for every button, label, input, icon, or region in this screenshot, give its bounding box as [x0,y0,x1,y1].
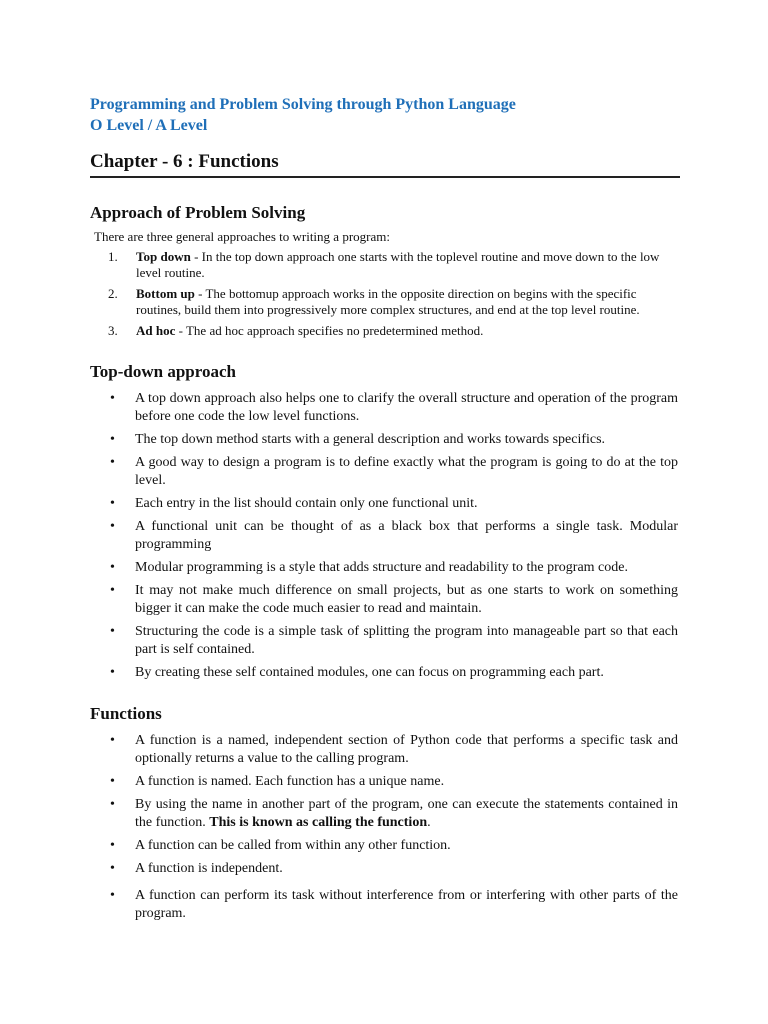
bullet-icon: • [110,455,115,470]
functions-heading: Functions [90,704,162,723]
approach-heading: Approach of Problem Solving [90,203,306,222]
list-item: • A function is a named, independent section of Python code that performs a specific task and optionally returns a value to the calling program. [110,733,678,766]
item-number: 1. [108,249,118,264]
list-item: • Modular programming is a style that adds structure and readability to the program code. [110,560,628,575]
item-number: 3. [108,323,118,338]
list-item: 2. Bottom up - The bottomup approach works in the opposite direction on begins with the specific routines, build them into progressively more complex structures, and end at the top level routine. [108,286,640,317]
bullet-icon: • [110,432,115,447]
bullet-icon: • [110,665,115,680]
emphasis-text: This is known as calling the function [209,815,428,830]
bullet-icon: • [110,733,115,748]
topdown-heading: Top-down approach [90,362,236,381]
item-term: Top down [136,249,191,264]
list-item: 3. Ad hoc - The ad hoc approach specifies no predetermined method. [108,323,484,338]
bullet-icon: • [110,496,115,511]
list-item: • By creating these self contained modules, one can focus on programming each part. [110,665,604,680]
bullet-icon: • [110,838,115,853]
document-header [90,94,516,136]
bullet-icon: • [110,391,115,406]
item-text: The bottomup approach works in the opposite direction on begins with the specific routines, build them into progressively more complex structures, and end at the top level routine. [136,286,640,317]
list-item: • Each entry in the list should contain only one functional unit. [110,496,478,511]
list-item: • A function is independent. [110,861,283,876]
bullet-icon: • [110,519,115,534]
approach-intro: There are three general approaches to writing a program: [94,229,390,244]
list-item: • A good way to design a program is to define exactly what the program is going to do at the top level. [110,455,678,488]
functions-list [110,732,678,928]
bullet-icon: • [110,624,115,639]
list-item: • A functional unit can be thought of as a black box that performs a single task. Modular programming [110,519,678,552]
item-term: Bottom up [136,286,195,301]
item-text: In the top down approach one starts with the toplevel routine and move down to the low level routine. [136,249,660,280]
list-item: • Structuring the code is a simple task of splitting the program into manageable part so that each part is self contained. [110,624,678,657]
list-item: • It may not make much difference on small projects, but as one starts to work on something bigger it can make the code much easier to read and maintain. [110,583,678,616]
item-number: 2. [108,286,118,301]
list-item: • A function can be called from within any other function. [110,838,451,853]
item-text: The ad hoc approach specifies no predetermined method. [185,323,484,338]
list-item: • A top down approach also helps one to clarify the overall structure and operation of the program before one code the low level functions. [110,391,678,424]
list-item: • By using the name in another part of the program, one can execute the statements contained in the function. This is known as calling the function. [110,797,678,830]
bullet-icon: • [110,560,115,575]
list-item: • A function is named. Each function has a unique name. [110,774,445,789]
list-item: 1. Top down - In the top down approach one starts with the toplevel routine and move down to the low level routine. [108,249,660,280]
chapter-divider [90,176,680,178]
list-item: • A function can perform its task without interference from or interfering with other parts of the program. [110,888,678,921]
approach-list [108,249,678,344]
list-item: • The top down method starts with a general description and works towards specifics. [110,432,606,447]
chapter-title: Chapter - 6 : Functions [90,151,279,172]
bullet-icon: • [110,797,115,812]
item-term: Ad hoc [136,323,176,338]
bullet-icon: • [110,888,115,903]
header-subtitle: O Level / A Level [90,117,208,134]
bullet-icon: • [110,583,115,598]
header-title: Programming and Problem Solving through Python Language [90,96,516,113]
bullet-icon: • [110,861,115,876]
topdown-list [110,390,678,687]
bullet-icon: • [110,774,115,789]
